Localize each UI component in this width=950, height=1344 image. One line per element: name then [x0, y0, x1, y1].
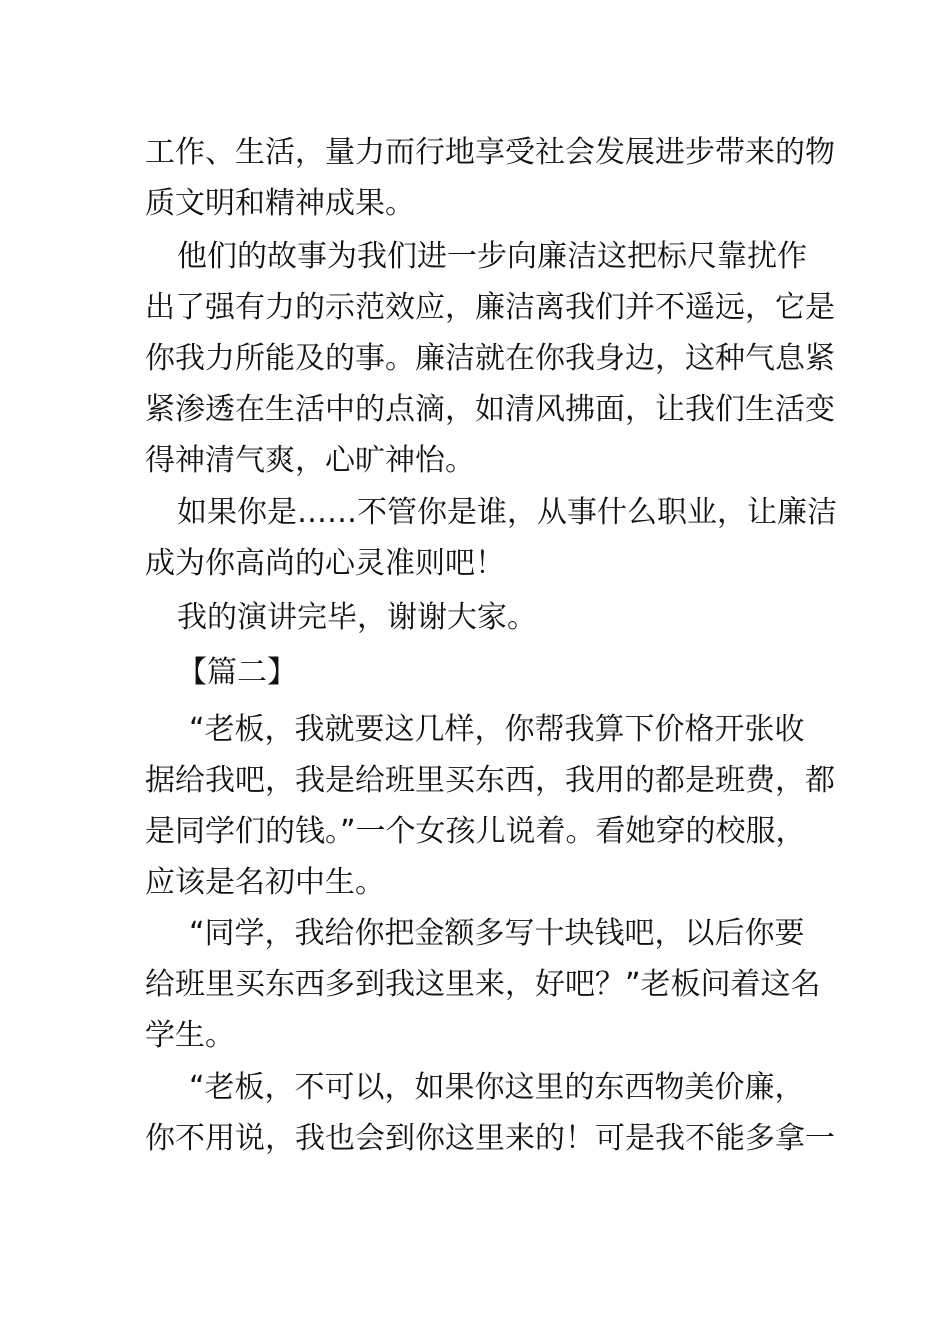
text-line: 得神清气爽，心旷神怡。 [145, 443, 475, 478]
paragraph-4 [145, 592, 810, 643]
paragraph-6 [145, 908, 821, 1061]
text-line: 出了强有力的示范效应，廉洁离我们并不遥远，它是 [145, 290, 835, 325]
section-title: 【篇二】 [177, 655, 297, 690]
paragraph-1 [145, 127, 835, 229]
text-line: 给班里买东西多到我这里来，好吧？”老板问着这名 [145, 967, 821, 1002]
text-line: 你我力所能及的事。廉洁就在你我身边，这种气息紧 [145, 341, 835, 376]
text-line: 据给我吧，我是给班里买东西，我用的都是班费，都 [145, 763, 835, 798]
text-line: 是同学们的钱。”一个女孩儿说着。看她穿的校服， [145, 814, 806, 849]
paragraph-2 [145, 231, 835, 486]
text-line: 工作、生活，量力而行地享受社会发展进步带来的物 [145, 135, 835, 170]
paragraph-7 [145, 1062, 835, 1164]
text-line: 学生。 [145, 1018, 235, 1053]
text-line: 如果你是……不管你是谁，从事什么职业，让廉洁 [177, 495, 837, 530]
text-line: 你不用说，我也会到你这里来的！可是我不能多拿一 [145, 1121, 835, 1156]
text-line: 应该是名初中生。 [145, 865, 385, 900]
section-heading [145, 647, 810, 698]
text-line: 我的演讲完毕，谢谢大家。 [177, 600, 537, 635]
paragraph-3 [145, 487, 837, 589]
text-line: 他们的故事为我们进一步向廉洁这把标尺靠扰作 [177, 239, 807, 274]
text-line: 成为你高尚的心灵准则吧！ [145, 546, 505, 581]
text-line: 质文明和精神成果。 [145, 186, 415, 221]
text-line: “老板，我就要这几样，你帮我算下价格开张收 [189, 712, 805, 747]
text-line: 紧渗透在生活中的点滴，如清风拂面，让我们生活变 [145, 392, 835, 427]
paragraph-5 [145, 704, 835, 908]
text-line: “老板，不可以，如果你这里的东西物美价廉， [189, 1070, 805, 1105]
text-line: “同学，我给你把金额多写十块钱吧，以后你要 [189, 916, 805, 951]
